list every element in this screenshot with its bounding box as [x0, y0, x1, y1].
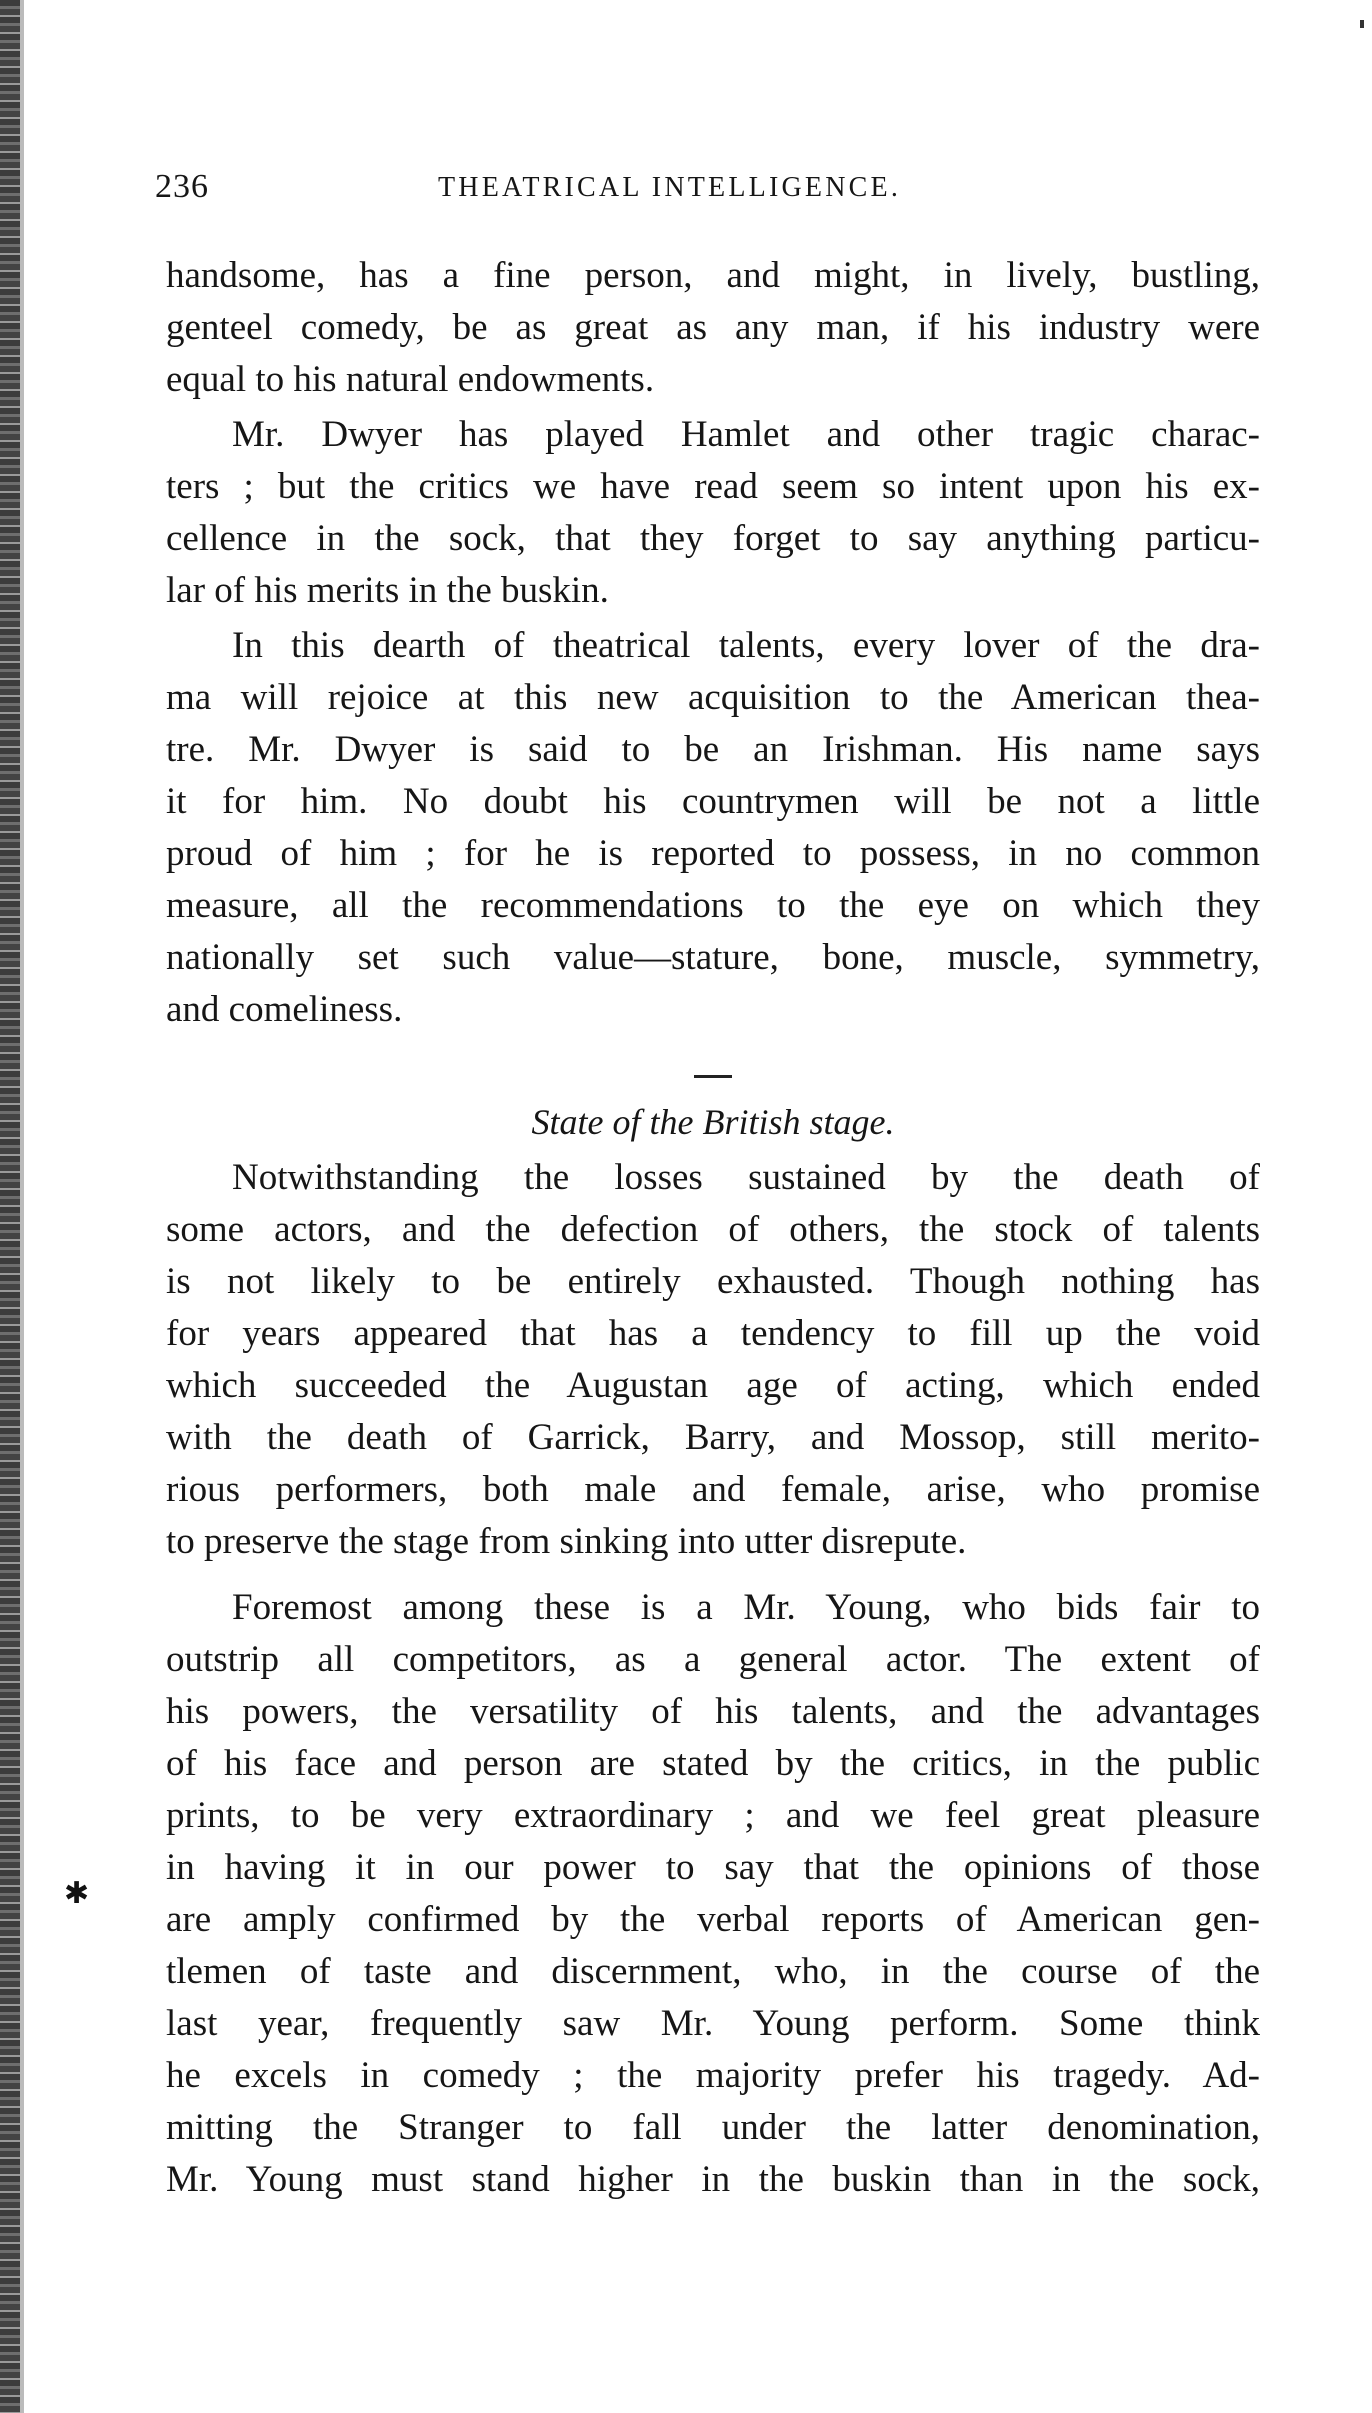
paragraph	[166, 1152, 1260, 1568]
paragraph	[166, 250, 1260, 406]
text-line: of his face and person are stated by the critics, in the public	[166, 1743, 1260, 1784]
page-number: 236	[155, 168, 209, 205]
text-line: some actors, and the defection of others, the stock of talents	[166, 1209, 1260, 1250]
text-line: proud of him ; for he is reported to possess, in no common	[166, 833, 1260, 874]
margin-ink-mark: ✱	[64, 1877, 90, 1910]
section-heading: State of the British stage.	[531, 1102, 895, 1142]
text-line: In this dearth of theatrical talents, every lover of the dra-	[232, 625, 1260, 666]
paragraph	[166, 620, 1260, 1036]
section-divider-rule	[694, 1075, 732, 1078]
text-line: he excels in comedy ; the majority prefer his tragedy. Ad-	[166, 2055, 1260, 2096]
text-line: prints, to be very extraordinary ; and we feel great pleasure	[166, 1795, 1260, 1836]
text-line: Notwithstanding the losses sustained by the death of	[232, 1157, 1260, 1198]
scan-speck	[1360, 20, 1364, 28]
text-line: last year, frequently saw Mr. Young perform. Some think	[166, 2003, 1260, 2044]
text-line: lar of his merits in the buskin.	[166, 570, 609, 611]
text-line: his powers, the versatility of his talents, and the advantages	[166, 1691, 1260, 1732]
text-line: genteel comedy, be as great as any man, if his industry were	[166, 307, 1260, 348]
text-line: outstrip all competitors, as a general actor. The extent of	[166, 1639, 1260, 1680]
text-line: ma will rejoice at this new acquisition to the American thea-	[166, 677, 1260, 718]
text-line: rious performers, both male and female, arise, who promise	[166, 1469, 1260, 1510]
paragraph	[166, 1582, 1260, 2206]
text-line: nationally set such value—stature, bone, muscle, symmetry,	[166, 937, 1260, 978]
text-column	[166, 250, 1260, 2206]
text-line: cellence in the sock, that they forget to say anything particu-	[166, 518, 1260, 559]
paragraph	[166, 409, 1260, 617]
text-line: for years appeared that has a tendency to fill up the void	[166, 1313, 1260, 1354]
text-line: handsome, has a fine person, and might, in lively, bustling,	[166, 255, 1260, 296]
running-title: THEATRICAL INTELLIGENCE.	[438, 172, 902, 203]
text-line: Mr. Young must stand higher in the buskin than in the sock,	[166, 2159, 1260, 2200]
text-line: is not likely to be entirely exhausted. Though nothing has	[166, 1261, 1260, 1302]
text-line: to preserve the stage from sinking into utter disrepute.	[166, 1521, 967, 1562]
text-line: are amply confirmed by the verbal reports of American gen-	[166, 1899, 1260, 1940]
text-line: tre. Mr. Dwyer is said to be an Irishman. His name says	[166, 729, 1260, 770]
paragraphs-after-heading	[166, 1152, 1260, 2206]
page-gutter-shadow	[20, 0, 24, 2413]
book-binding-edge	[0, 0, 20, 2413]
text-line: and comeliness.	[166, 989, 403, 1030]
text-line: tlemen of taste and discernment, who, in the course of the	[166, 1951, 1260, 1992]
text-line: measure, all the recommendations to the eye on which they	[166, 885, 1260, 926]
text-line: Mr. Dwyer has played Hamlet and other tragic charac-	[232, 414, 1260, 455]
text-line: ters ; but the critics we have read seem so intent upon his ex-	[166, 466, 1260, 507]
text-line: with the death of Garrick, Barry, and Mossop, still merito-	[166, 1417, 1260, 1458]
text-line: it for him. No doubt his countrymen will be not a little	[166, 781, 1260, 822]
paragraphs-before-heading	[166, 250, 1260, 1036]
text-line: mitting the Stranger to fall under the latter denomination,	[166, 2107, 1260, 2148]
text-line: Foremost among these is a Mr. Young, who bids fair to	[232, 1587, 1260, 1628]
text-line: which succeeded the Augustan age of acting, which ended	[166, 1365, 1260, 1406]
text-line: equal to his natural endowments.	[166, 359, 655, 400]
text-line: in having it in our power to say that the opinions of those	[166, 1847, 1260, 1888]
